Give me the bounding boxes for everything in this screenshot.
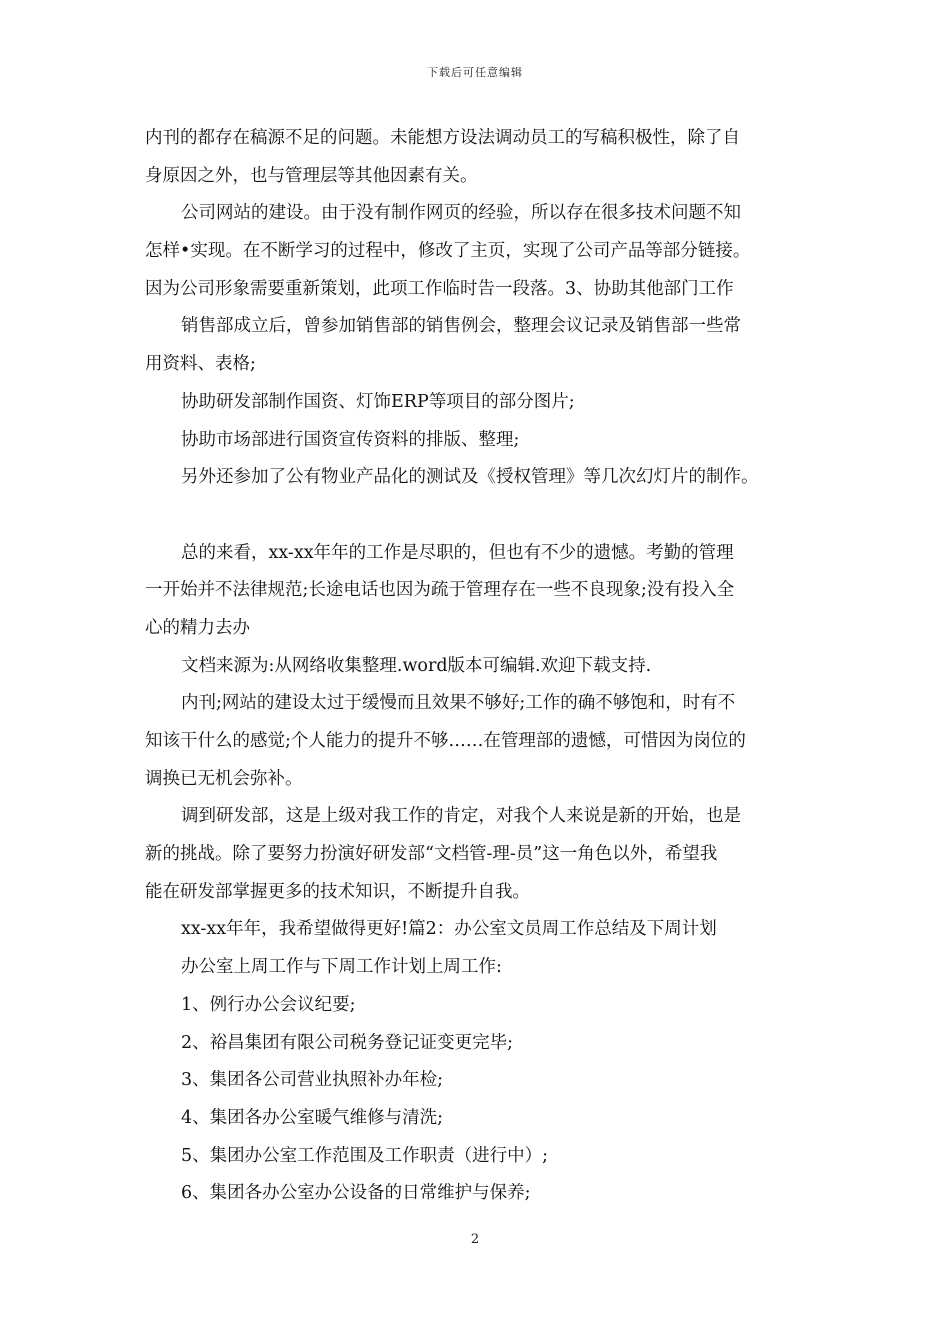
text-line: 内刊的都存在稿源不足的问题。未能想方设法调动员工的写稿积极性，除了自 <box>145 128 740 148</box>
text-line: 文档来源为:从网络收集整理.word版本可编辑.欢迎下载支持. <box>181 655 652 676</box>
text-line: 因为公司形象需要重新策划，此项工作临时告一段落。3、协助其他部门工作 <box>145 278 734 299</box>
text-line: 怎样•实现。在不断学习的过程中，修改了主页，实现了公司产品等部分链接。 <box>145 241 751 262</box>
text-line: 调换已无机会弥补。 <box>145 768 303 789</box>
text-line: 知该干什么的感觉;个人能力的提升不够……在管理部的遗憾，可惜因为岗位的 <box>145 731 746 751</box>
list-item: 2、裕昌集团有限公司税务登记证变更完毕; <box>181 1032 514 1053</box>
text-line: 协助市场部进行国资宣传资料的排版、整理; <box>181 429 520 450</box>
page-number: 2 <box>470 1232 480 1247</box>
text-line: xx-xx年年，我希望做得更好!篇2：办公室文员周工作总结及下周计划 <box>181 919 717 940</box>
text-line: 另外还参加了公有物业产品化的测试及《授权管理》等几次幻灯片的制作。 <box>181 467 759 488</box>
text-line: 身原因之外，也与管理层等其他因素有关。 <box>145 165 478 186</box>
text-line: 办公室上周工作与下周工作计划上周工作: <box>181 957 502 978</box>
text-line: 新的挑战。除了要努力扮演好研发部“文档管-理-员”这一角色以外，希望我 <box>145 844 718 865</box>
text-line: 协助研发部制作国资、灯饰ERP等项目的部分图片; <box>181 391 575 412</box>
text-line: 销售部成立后，曾参加销售部的销售例会，整理会议记录及销售部一些常 <box>181 316 741 337</box>
text-line: 调到研发部，这是上级对我工作的肯定，对我个人来说是新的开始，也是 <box>181 806 741 827</box>
document-body <box>145 120 820 1213</box>
list-item: 3、集团各公司营业执照补办年检; <box>181 1070 444 1091</box>
text-line: 公司网站的建设。由于没有制作网页的经验，所以存在很多技术问题不知 <box>181 203 741 224</box>
text-line: 用资料、表格; <box>145 354 256 375</box>
page-header: 下载后可任意编辑 <box>427 66 523 79</box>
text-line: 心的精力去办 <box>145 617 250 638</box>
list-item: 4、集团各办公室暖气维修与清洗; <box>181 1107 444 1128</box>
text-line: 总的来看，xx-xx年年的工作是尽职的，但也有不少的遗憾。考勤的管理 <box>181 542 734 563</box>
text-line: 一开始并不法律规范;长途电话也因为疏于管理存在一些不良现象;没有投入全 <box>145 580 735 601</box>
text-line: 能在研发部掌握更多的技术知识，不断提升自我。 <box>145 881 530 902</box>
blank-line <box>145 497 820 535</box>
text-line: 内刊;网站的建设太过于缓慢而且效果不够好;工作的确不够饱和，时有不 <box>181 693 736 714</box>
list-item: 5、集团办公室工作范围及工作职责（进行中）; <box>181 1145 549 1166</box>
list-item: 6、集团各办公室办公设备的日常维护与保养; <box>181 1183 531 1204</box>
list-item: 1、例行办公会议纪要; <box>181 994 356 1015</box>
